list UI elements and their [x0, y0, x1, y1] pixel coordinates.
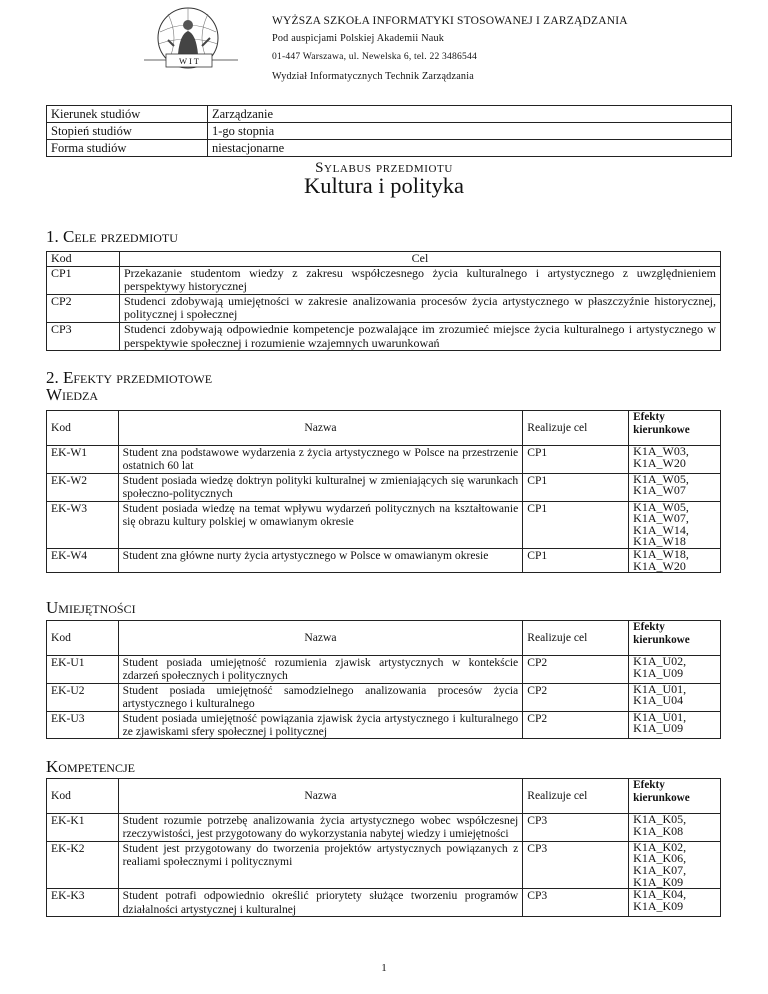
table-row — [47, 473, 721, 501]
effect-code: EK-W3 — [47, 501, 119, 548]
effects-header-row — [47, 779, 721, 814]
section-heading-effects: 2. Efekty przedmiotowe — [46, 368, 213, 387]
direction-code: K1A_W18, — [633, 547, 689, 561]
col-header-goal: Realizuje cel — [523, 621, 629, 656]
direction-code: K1A_W20 — [633, 455, 686, 470]
address-line: 01-447 Warszawa, ul. Newelska 6, tel. 22 3486544 — [272, 51, 478, 62]
knowledge-effects-table — [46, 410, 721, 573]
table-row — [47, 711, 721, 739]
effect-goal: CP3 — [523, 889, 629, 917]
program-value: Zarządzanie — [208, 106, 732, 123]
institution-name: WYŻSZA SZKOŁA INFORMATYKI STOSOWANEJ I ZARZĄDZANIA — [272, 15, 628, 27]
direction-code: K1A_W05, — [633, 471, 689, 486]
table-row — [47, 814, 721, 842]
effects-header-row — [47, 621, 721, 656]
col-header-goal: Realizuje cel — [523, 779, 629, 814]
col-header-code: Kod — [47, 621, 119, 656]
col-header-code: Kod — [47, 779, 119, 814]
course-title: Kultura i polityka — [304, 173, 464, 198]
col-header-direction: Efekty kierunkowe — [629, 411, 721, 446]
effect-goal: CP2 — [523, 656, 629, 684]
effect-goal: CP2 — [523, 683, 629, 711]
effect-direction — [629, 683, 721, 711]
program-value: 1-go stopnia — [208, 123, 732, 140]
table-row — [47, 889, 721, 917]
goal-text: Studenci zdobywają umiejętności w zakresie analizowania procesów życia artystycznego w płaszczyźnie historycznej, politycznej i społecznej — [120, 294, 721, 322]
effect-code: EK-U2 — [47, 683, 119, 711]
effect-code: EK-W1 — [47, 446, 119, 474]
goal-code: CP1 — [47, 266, 120, 294]
effect-direction — [629, 841, 721, 888]
direction-code: K1A_K08 — [633, 823, 684, 838]
col-header-name: Nazwa — [118, 411, 523, 446]
goals-header-row — [47, 252, 721, 267]
skills-effects-table — [46, 620, 721, 739]
effect-code: EK-K1 — [47, 814, 119, 842]
direction-code: K1A_U01, — [633, 709, 687, 724]
table-row — [47, 549, 721, 573]
direction-code: K1A_W20 — [633, 558, 686, 573]
col-header-direction: Efekty kierunkowe — [629, 779, 721, 814]
table-row — [47, 266, 721, 294]
goal-code: CP3 — [47, 322, 120, 350]
effect-goal: CP2 — [523, 711, 629, 739]
effect-goal: CP1 — [523, 501, 629, 548]
effect-direction — [629, 446, 721, 474]
direction-code: K1A_W03, — [633, 444, 689, 458]
effect-name: Student zna podstawowe wydarzenia z życia artystycznego w Polsce na przestrzenie ostatnich 60 lat — [118, 446, 523, 474]
program-info-table — [46, 105, 732, 157]
program-label: Kierunek studiów — [47, 106, 208, 123]
goal-text: Studenci zdobywają odpowiednie kompetencje pozwalające im zrozumieć miejsce życia kulturalnego i artystycznego w perspektywie społecznej i rozumienie wzajemnych uwarunkowań — [120, 322, 721, 350]
table-row — [47, 683, 721, 711]
effect-direction — [629, 889, 721, 917]
program-label: Stopień studiów — [47, 123, 208, 140]
col-header-code: Kod — [47, 252, 120, 267]
table-row — [47, 446, 721, 474]
goal-code: CP2 — [47, 294, 120, 322]
direction-code: K1A_W05, — [633, 499, 689, 514]
program-row — [47, 123, 732, 140]
wit-logo-icon — [140, 4, 240, 80]
direction-code: K1A_K02, — [633, 839, 687, 854]
effect-name: Student potrafi odpowiednio określić priorytety służące tworzeniu programów działalności artystycznej i kulturalnej — [118, 889, 523, 917]
table-row — [47, 841, 721, 888]
table-row — [47, 501, 721, 548]
effect-direction — [629, 656, 721, 684]
page-number: 1 — [381, 962, 387, 974]
effect-name: Student posiada umiejętność samodzielnego analizowania procesów życia artystycznego i kulturalnego — [118, 683, 523, 711]
program-label: Forma studiów — [47, 140, 208, 157]
competences-effects-table — [46, 778, 721, 917]
col-header-name: Nazwa — [118, 621, 523, 656]
effects-header-row — [47, 411, 721, 446]
program-row — [47, 106, 732, 123]
col-header-goal: Cel — [120, 252, 721, 267]
program-value: niestacjonarne — [208, 140, 732, 157]
direction-code: K1A_K06, — [633, 851, 687, 866]
direction-code: K1A_U09 — [633, 721, 684, 736]
goals-table — [46, 251, 721, 351]
effect-name: Student posiada wiedzę na temat wpływu wydarzeń politycznych na kształtowanie się obrazu kultury polskiej w omawianym okresie — [118, 501, 523, 548]
effect-direction — [629, 549, 721, 573]
effect-name: Student zna główne nurty życia artystycznego w Polsce w omawianym okresie — [118, 549, 523, 573]
effect-direction — [629, 501, 721, 548]
direction-code: K1A_K09 — [633, 898, 684, 913]
effect-goal: CP1 — [523, 473, 629, 501]
effect-name: Student jest przygotowany do tworzenia projektów artystycznych powiązanych z realiami społecznymi i politycznymi — [118, 841, 523, 888]
effect-direction — [629, 814, 721, 842]
direction-code: K1A_W18 — [633, 534, 686, 549]
col-header-code: Kod — [47, 411, 119, 446]
effect-code: EK-W2 — [47, 473, 119, 501]
direction-code: K1A_U02, — [633, 654, 687, 668]
direction-code: K1A_U01, — [633, 681, 687, 696]
direction-code: K1A_W07 — [633, 483, 686, 498]
effect-direction — [629, 711, 721, 739]
svg-text:W I T: W I T — [179, 56, 199, 66]
direction-code: K1A_K04, — [633, 887, 687, 902]
patronage-line: Pod auspicjami Polskiej Akademii Nauk — [272, 33, 445, 44]
effect-name: Student rozumie potrzebę analizowania życia artystycznego wobec współczesnej rzeczywistości, jest przygotowany do wykorzystania nabytej wiedzy i umiejętności — [118, 814, 523, 842]
goal-text: Przekazanie studentom wiedzy z zakresu współczesnego życia kulturalnego i artystycznego z uwzględnieniem perspektywy historycznej — [120, 266, 721, 294]
subsection-heading-knowledge: Wiedza — [46, 385, 99, 404]
effect-goal: CP3 — [523, 841, 629, 888]
section-heading-goals: 1. Cele przedmiotu — [46, 227, 178, 246]
subsection-heading-skills: Umiejętności — [46, 598, 136, 617]
table-row — [47, 322, 721, 350]
col-header-direction: Efekty kierunkowe — [629, 621, 721, 656]
effect-code: EK-W4 — [47, 549, 119, 573]
direction-code: K1A_W14, — [633, 522, 689, 537]
effect-code: EK-K2 — [47, 841, 119, 888]
effect-name: Student posiada umiejętność powiązania zjawisk życia artystycznego i kulturalnego ze zjawiskami sfery społecznej i politycznej — [118, 711, 523, 739]
effect-direction — [629, 473, 721, 501]
effect-goal: CP3 — [523, 814, 629, 842]
effect-goal: CP1 — [523, 446, 629, 474]
table-row — [47, 656, 721, 684]
department-name: Wydział Informatycznych Technik Zarządzania — [272, 71, 474, 82]
col-header-goal: Realizuje cel — [523, 411, 629, 446]
effect-name: Student posiada umiejętność rozumienia zjawisk artystycznych w kontekście zdarzeń społecznych i politycznych — [118, 656, 523, 684]
col-header-name: Nazwa — [118, 779, 523, 814]
syllabus-label: Sylabus przedmiotu — [315, 160, 453, 176]
direction-code: K1A_K09 — [633, 874, 684, 889]
table-row — [47, 294, 721, 322]
direction-code: K1A_K07, — [633, 863, 687, 877]
effect-code: EK-U3 — [47, 711, 119, 739]
direction-code: K1A_U09 — [633, 665, 684, 680]
effect-goal: CP1 — [523, 549, 629, 573]
effect-code: EK-K3 — [47, 889, 119, 917]
effect-code: EK-U1 — [47, 656, 119, 684]
program-row — [47, 140, 732, 157]
effect-name: Student posiada wiedzę doktryn polityki kulturalnej w zmieniających się warunkach społeczno-politycznych — [118, 473, 523, 501]
direction-code: K1A_W07, — [633, 511, 689, 526]
direction-code: K1A_U04 — [633, 693, 684, 708]
direction-code: K1A_K05, — [633, 812, 687, 826]
subsection-heading-competences: Kompetencje — [46, 757, 135, 776]
